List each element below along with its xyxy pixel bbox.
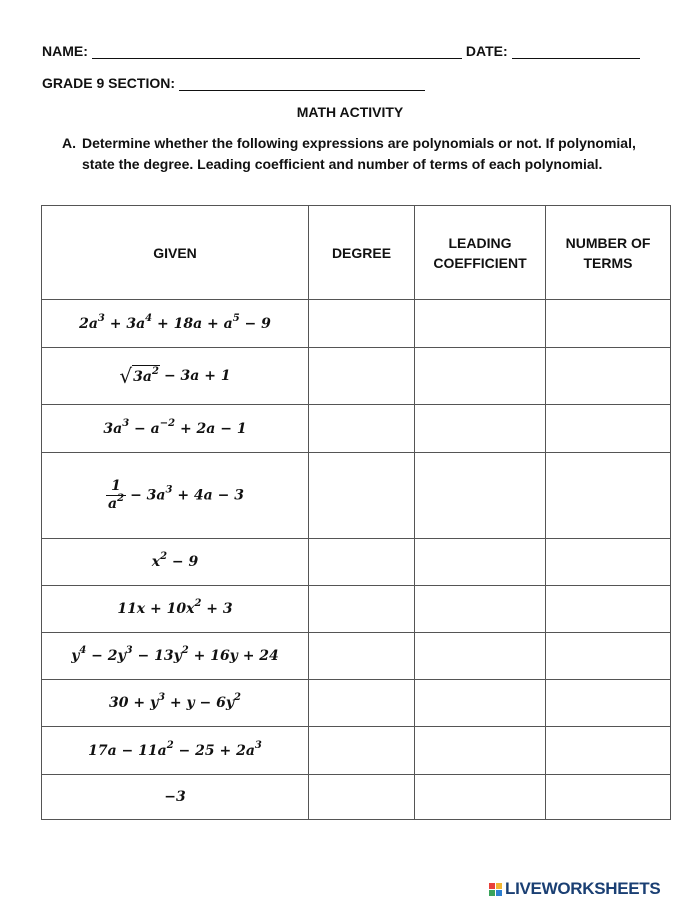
table-row bbox=[42, 775, 671, 820]
number-of-terms-cell[interactable] bbox=[546, 539, 671, 586]
degree-cell[interactable] bbox=[309, 680, 415, 727]
number-of-terms-cell[interactable] bbox=[546, 680, 671, 727]
header-leading-coefficient: LEADING COEFFICIENT bbox=[415, 206, 546, 300]
expression-2: √ $3a^2$ − 3a + 1 bbox=[42, 348, 309, 405]
expression-4: $\frac{1}{a^2}$ − $3a^3 + 4a - 3$ bbox=[42, 453, 309, 539]
number-of-terms-cell[interactable] bbox=[546, 453, 671, 539]
table-row bbox=[42, 539, 671, 586]
number-of-terms-cell[interactable] bbox=[546, 586, 671, 633]
instruction-text: Determine whether the following expressions are polynomials or not. If polynomial, state the degree. Leading coefficient and number of terms of each polynomial. bbox=[82, 135, 636, 172]
header-given: GIVEN bbox=[42, 206, 309, 300]
leading-coefficient-cell[interactable] bbox=[415, 348, 546, 405]
logo-mark-icon bbox=[489, 883, 502, 896]
number-of-terms-cell[interactable] bbox=[546, 405, 671, 453]
degree-cell[interactable] bbox=[309, 727, 415, 775]
name-row bbox=[42, 42, 640, 59]
header-number-of-terms: NUMBER OF TERMS bbox=[546, 206, 671, 300]
table-row bbox=[42, 300, 671, 348]
degree-cell[interactable] bbox=[309, 775, 415, 820]
degree-cell[interactable] bbox=[309, 453, 415, 539]
leading-coefficient-cell[interactable] bbox=[415, 405, 546, 453]
number-of-terms-cell[interactable] bbox=[546, 300, 671, 348]
table-row bbox=[42, 727, 671, 775]
logo-square-blue bbox=[496, 890, 502, 896]
leading-coefficient-cell[interactable] bbox=[415, 539, 546, 586]
page-title: MATH ACTIVITY bbox=[296, 104, 404, 120]
degree-cell[interactable] bbox=[309, 300, 415, 348]
expression-5: $x^2 - 9$ bbox=[42, 539, 309, 586]
name-input[interactable] bbox=[92, 42, 462, 59]
expression-3: $3a^3 - a^{-2} + 2a - 1$ bbox=[42, 405, 309, 453]
logo-text: LIVEWORKSHEETS bbox=[505, 879, 661, 898]
logo-square-green bbox=[489, 890, 495, 896]
table-row bbox=[42, 633, 671, 680]
section-input[interactable] bbox=[179, 74, 425, 91]
liveworksheets-logo bbox=[489, 879, 660, 899]
leading-coefficient-cell[interactable] bbox=[415, 680, 546, 727]
polynomial-table bbox=[41, 205, 671, 820]
degree-cell[interactable] bbox=[309, 586, 415, 633]
instruction bbox=[62, 133, 662, 175]
leading-coefficient-cell[interactable] bbox=[415, 586, 546, 633]
degree-cell[interactable] bbox=[309, 539, 415, 586]
leading-coefficient-cell[interactable] bbox=[415, 727, 546, 775]
table-header-row bbox=[42, 206, 671, 300]
instruction-letter: A. bbox=[62, 135, 76, 151]
leading-coefficient-cell[interactable] bbox=[415, 775, 546, 820]
expression-10: −3 bbox=[42, 775, 309, 820]
leading-coefficient-cell[interactable] bbox=[415, 453, 546, 539]
fraction: $\frac{1}{a^2}$ bbox=[108, 478, 125, 512]
degree-cell[interactable] bbox=[309, 633, 415, 680]
date-input[interactable] bbox=[512, 42, 640, 59]
section-row bbox=[42, 74, 425, 91]
header-degree: DEGREE bbox=[309, 206, 415, 300]
number-of-terms-cell[interactable] bbox=[546, 633, 671, 680]
logo-square-red bbox=[489, 883, 495, 889]
leading-coefficient-cell[interactable] bbox=[415, 300, 546, 348]
leading-coefficient-cell[interactable] bbox=[415, 633, 546, 680]
expression-8: $30 + y^3 + y - 6y^2$ bbox=[42, 680, 309, 727]
logo-square-yellow bbox=[496, 883, 502, 889]
degree-cell[interactable] bbox=[309, 348, 415, 405]
table-row bbox=[42, 680, 671, 727]
table-row bbox=[42, 453, 671, 539]
section-label: GRADE 9 SECTION: bbox=[42, 75, 176, 91]
table-row bbox=[42, 405, 671, 453]
number-of-terms-cell[interactable] bbox=[546, 348, 671, 405]
expression-1: $2a^3 + 3a^4 + 18a + a^5 - 9$ bbox=[42, 300, 309, 348]
degree-cell[interactable] bbox=[309, 405, 415, 453]
expression-7: $y^4 - 2y^3 - 13y^2 + 16y + 24$ bbox=[42, 633, 309, 680]
expression-6: $11x + 10x^2 + 3$ bbox=[42, 586, 309, 633]
name-label: NAME: bbox=[42, 43, 88, 59]
number-of-terms-cell[interactable] bbox=[546, 775, 671, 820]
expression-9: $17a - 11a^2 - 25 + 2a^3$ bbox=[42, 727, 309, 775]
table-row bbox=[42, 348, 671, 405]
table-row bbox=[42, 586, 671, 633]
number-of-terms-cell[interactable] bbox=[546, 727, 671, 775]
square-root: √ $3a^2$ bbox=[119, 364, 159, 388]
date-label: DATE: bbox=[465, 43, 508, 59]
